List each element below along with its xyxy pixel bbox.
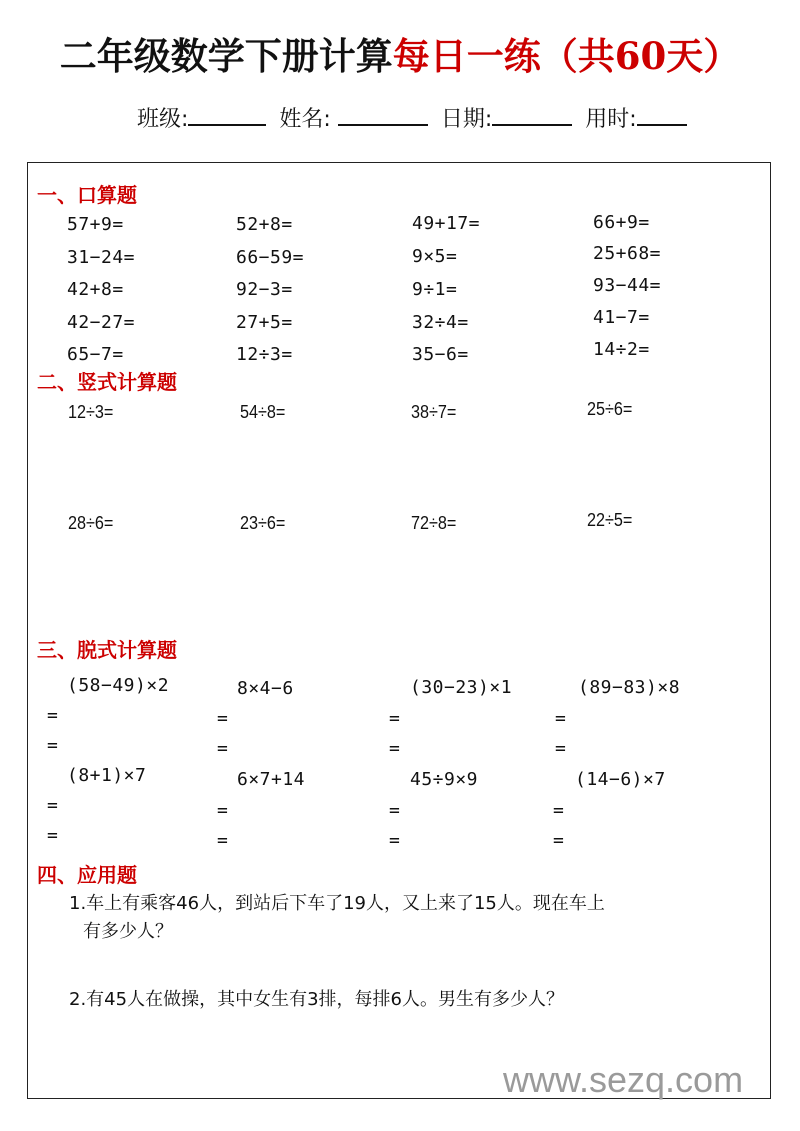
time-label: 用时: xyxy=(585,107,637,132)
stepwise-expression: 45÷9×9 xyxy=(410,769,479,790)
class-label: 班级: xyxy=(137,107,189,132)
stepwise-expression: (8+1)×7 xyxy=(67,765,147,786)
name-blank[interactable] xyxy=(338,104,428,126)
oral-problem: 57+9= xyxy=(67,214,124,235)
vertical-problem: 38÷7= xyxy=(411,402,457,422)
oral-problem: 42−27= xyxy=(67,312,136,333)
oral-problem: 65−7= xyxy=(67,344,124,365)
title-main: 二年级数学下册计算 xyxy=(59,34,393,78)
oral-problem: 66+9= xyxy=(593,212,650,233)
vertical-problem: 54÷8= xyxy=(240,402,286,422)
name-label: 姓名: xyxy=(279,107,331,132)
worksheet-frame xyxy=(27,162,771,1099)
oral-problem: 27+5= xyxy=(236,312,293,333)
vertical-problem: 23÷6= xyxy=(240,513,286,533)
oral-problem: 31−24= xyxy=(67,247,136,268)
oral-problem: 25+68= xyxy=(593,243,662,264)
class-blank[interactable] xyxy=(188,104,266,126)
title-highlight: 每日一练（共60天） xyxy=(392,34,741,78)
stepwise-expression: (58−49)×2 xyxy=(67,675,170,696)
step-equals: = xyxy=(47,735,59,756)
oral-problem: 41−7= xyxy=(593,307,650,328)
word-problem-1-line1: 1.车上有乘客46人，到站后下车了19人，又上来了15人。现在车上 xyxy=(69,893,605,914)
vertical-problem: 25÷6= xyxy=(587,399,633,419)
time-field xyxy=(585,104,686,135)
date-label: 日期: xyxy=(440,107,493,132)
date-field xyxy=(441,104,572,135)
step-equals: = xyxy=(555,708,567,729)
vertical-problem: 72÷8= xyxy=(411,513,457,533)
oral-problem: 66−59= xyxy=(236,247,305,268)
word-problem-1-line2: 有多少人？ xyxy=(83,921,173,942)
step-equals: = xyxy=(47,795,59,816)
step-equals: = xyxy=(47,825,59,846)
date-blank[interactable] xyxy=(492,104,572,126)
oral-problem: 35−6= xyxy=(412,344,469,365)
step-equals: = xyxy=(217,830,229,851)
step-equals: = xyxy=(553,830,565,851)
step-equals: = xyxy=(389,738,401,759)
stepwise-expression: 8×4−6 xyxy=(237,678,294,699)
oral-problem: 9×5= xyxy=(412,246,458,267)
step-equals: = xyxy=(389,830,401,851)
word-problem-2: 2.有45人在做操，其中女生有3排，每排6人。男生有多少人？ xyxy=(69,989,564,1010)
name-field xyxy=(279,104,427,135)
oral-problem: 12÷3= xyxy=(236,344,293,365)
step-equals: = xyxy=(389,708,401,729)
section-title-oral: 一、口算题 xyxy=(37,183,137,207)
class-field xyxy=(137,104,266,135)
stepwise-expression: (14−6)×7 xyxy=(575,769,666,790)
section-title-stepwise: 三、脱式计算题 xyxy=(37,638,177,662)
time-blank[interactable] xyxy=(637,104,687,126)
oral-problem: 93−44= xyxy=(593,275,662,296)
vertical-problem: 28÷6= xyxy=(68,513,114,533)
oral-problem: 14÷2= xyxy=(593,339,650,360)
oral-problem: 49+17= xyxy=(412,213,481,234)
oral-problem: 9÷1= xyxy=(412,279,458,300)
watermark: www.sezq.com xyxy=(503,1059,744,1100)
section-title-vertical: 二、竖式计算题 xyxy=(37,370,177,394)
step-equals: = xyxy=(389,800,401,821)
stepwise-expression: (30−23)×1 xyxy=(410,677,513,698)
step-equals: = xyxy=(217,800,229,821)
step-equals: = xyxy=(217,708,229,729)
step-equals: = xyxy=(553,800,565,821)
student-info-line xyxy=(137,104,693,135)
step-equals: = xyxy=(217,738,229,759)
page-title xyxy=(0,32,800,80)
section-title-word-problems: 四、应用题 xyxy=(37,863,137,887)
step-equals: = xyxy=(555,738,567,759)
oral-problem: 42+8= xyxy=(67,279,124,300)
stepwise-expression: 6×7+14 xyxy=(237,769,306,790)
vertical-problem: 22÷5= xyxy=(587,510,633,530)
step-equals: = xyxy=(47,705,59,726)
oral-problem: 92−3= xyxy=(236,279,293,300)
vertical-problem: 12÷3= xyxy=(68,402,114,422)
stepwise-expression: (89−83)×8 xyxy=(578,677,681,698)
oral-problem: 52+8= xyxy=(236,214,293,235)
oral-problem: 32÷4= xyxy=(412,312,469,333)
